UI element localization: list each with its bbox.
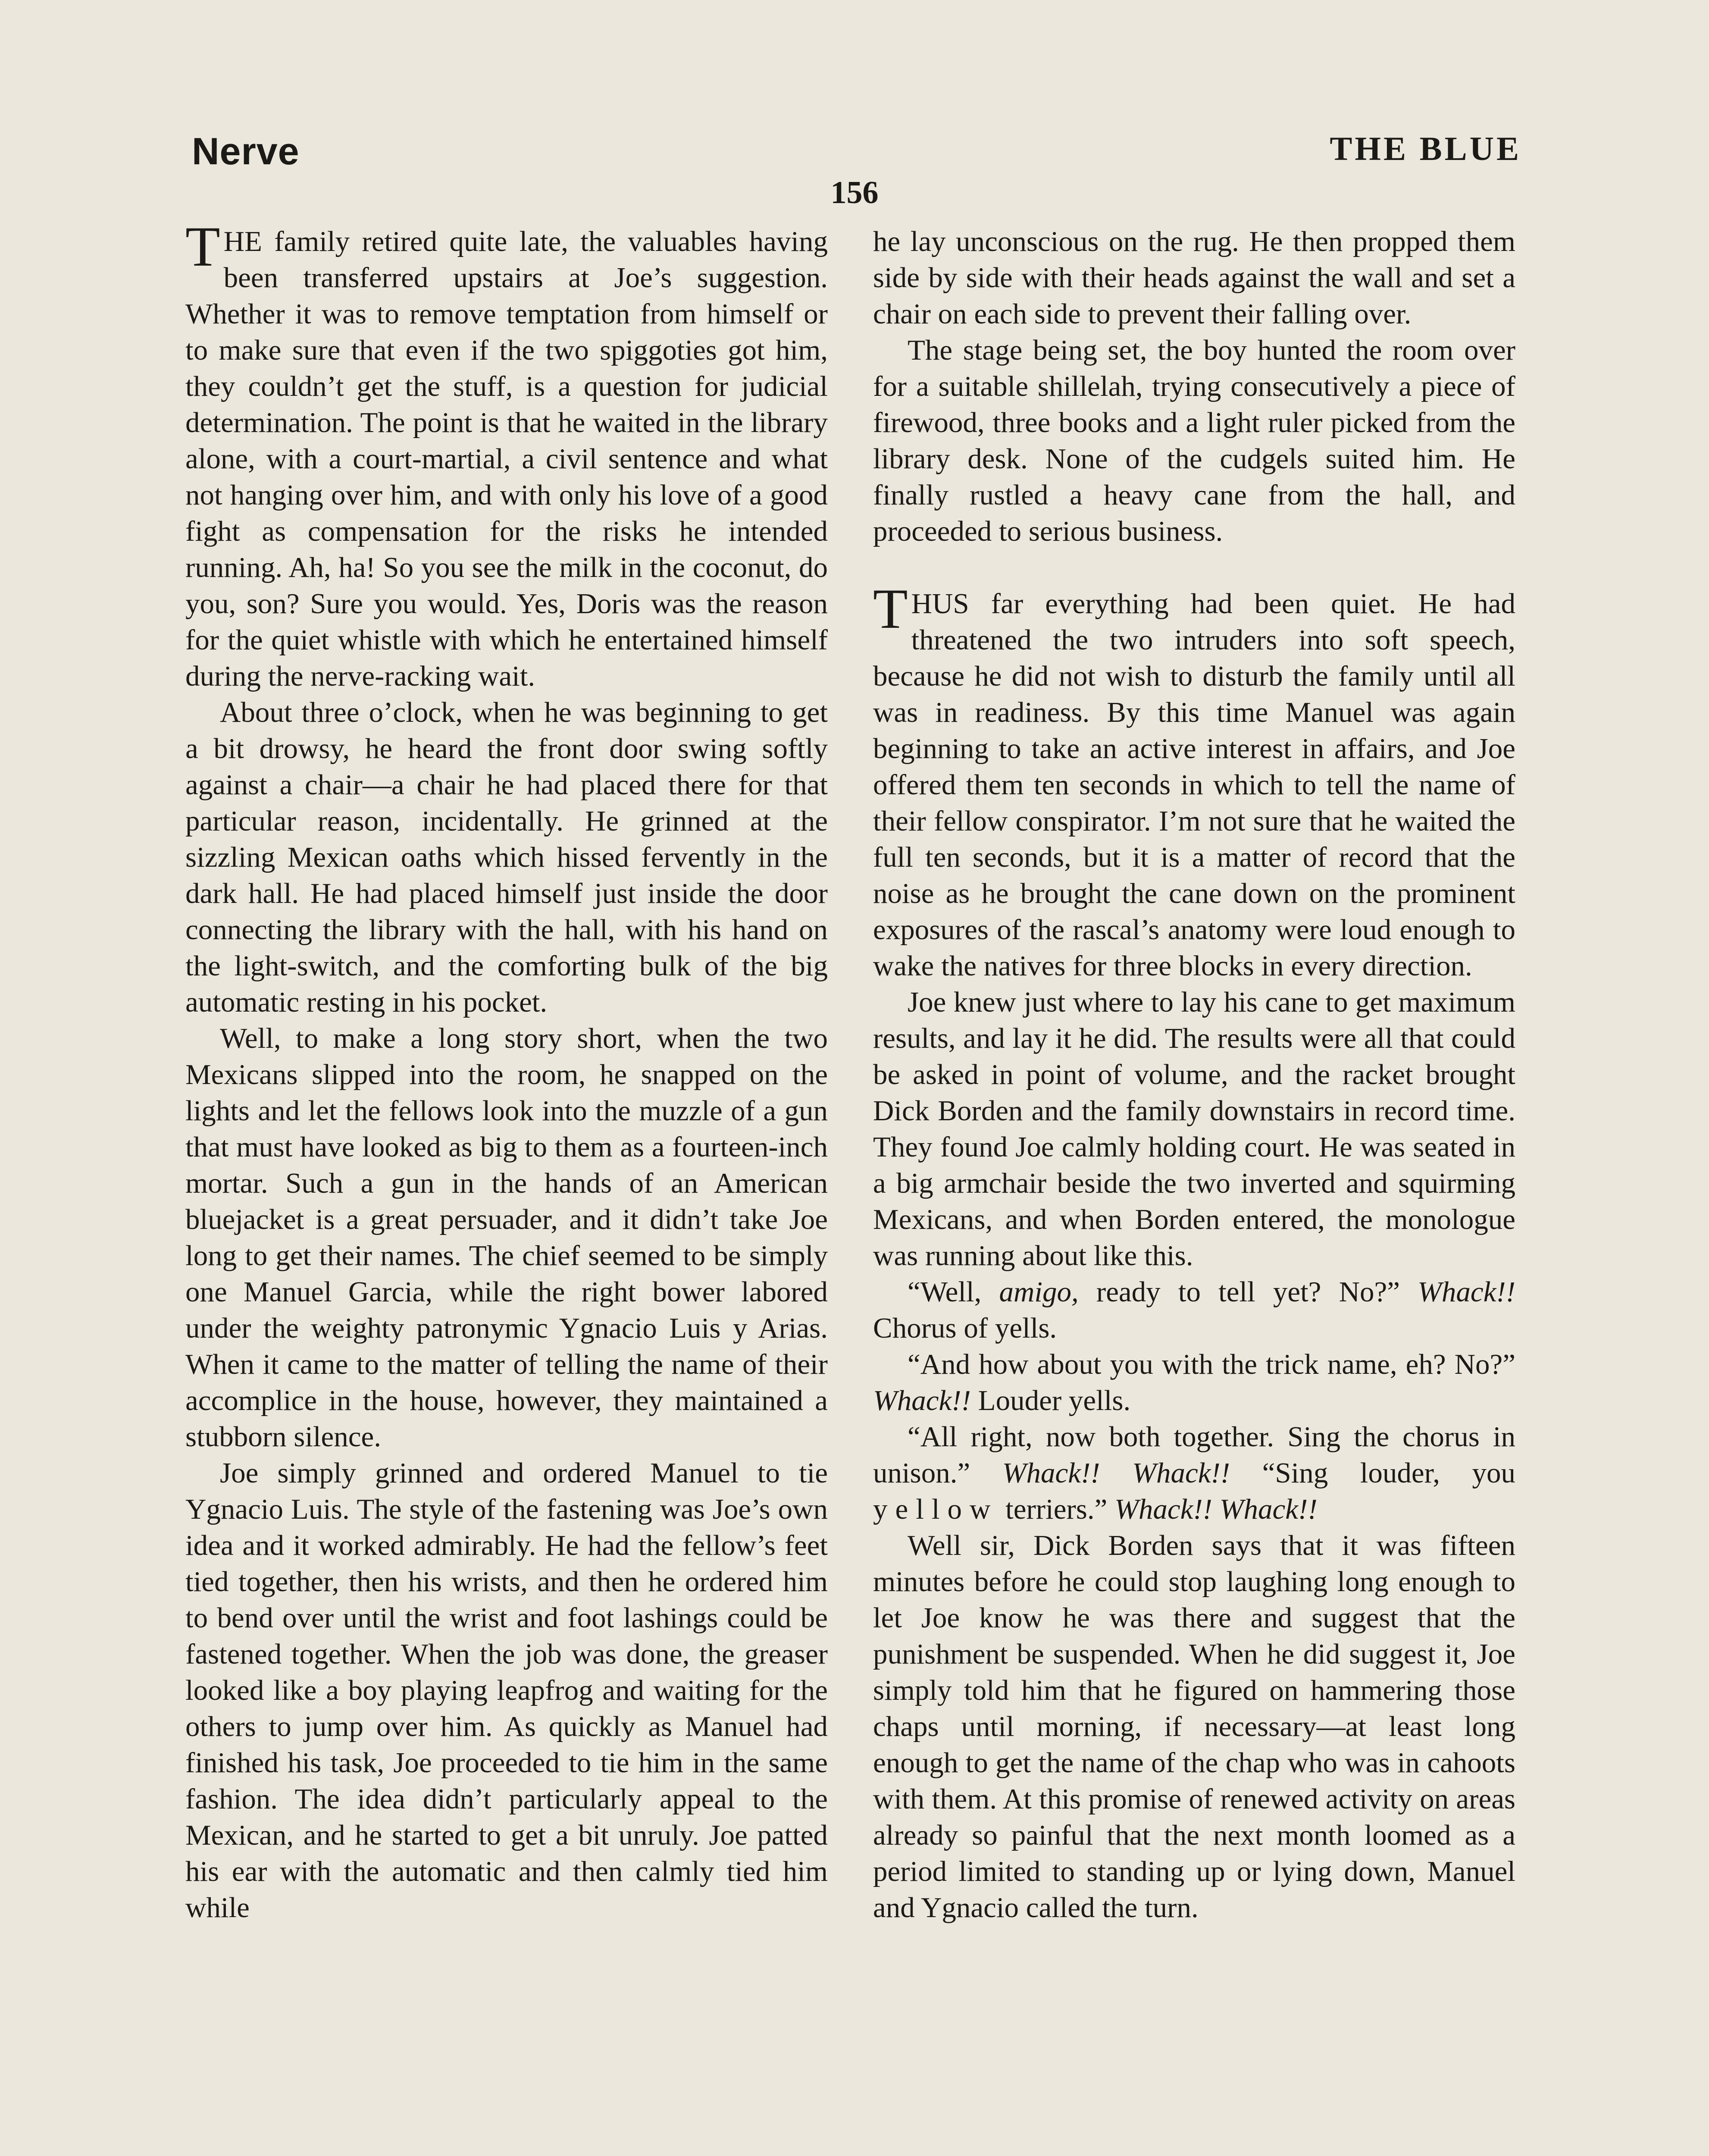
paragraph-6: Joe knew just where to lay his cane to get maximum results, and lay it he did. The results were all that could be asked in point of volume, and the racket brought Dick Borden and the family downstairs in record time. They found Joe calmly holding court. He was seated in a big armchair beside the two inverted and squirming Mexicans, and when Borden entered, the monologue was running about like this. bbox=[873, 986, 1515, 1272]
paragraph-7: Well sir, Dick Borden says that it was fifteen minutes before he could stop laughing long enough to let Joe know he was there and suggest that the punishment be suspended. When he did suggest it, Joe simply told him that he figured on hammering those chaps until morning, if necessary—at least long enough to get the name of the chap who was in cahoots with them. At this promise of renewed activity on areas already so painful that the next month loomed as a period limited to standing up or lying down, Manuel and Ygnacio called the turn. bbox=[873, 1529, 1515, 1924]
paragraph-1 bbox=[185, 215, 828, 694]
dialogue-1 bbox=[873, 1274, 1515, 1346]
paragraph-continued: he lay unconscious on the rug. He then propped them side by side with their heads against the wall and set a chair on each side to prevent their falling over. bbox=[873, 226, 1515, 330]
dialogue-text: Louder yells. bbox=[970, 1385, 1131, 1416]
sound-effect: Whack!! bbox=[1418, 1276, 1516, 1308]
paragraph-2: About three o’clock, when he was beginning to get a bit drowsy, he heard the front door swing softly against a chair—a chair he had placed there for that particular reason, incidentally. He grinned at the sizzling Mexican oaths which hissed fervently in the dark hall. He had placed himself just inside the door connecting the library with the hall, with his hand on the light-switch, and the comforting bulk of the big automatic resting in his pocket. bbox=[185, 696, 828, 1018]
dialogue-text: ready to tell yet? No?” bbox=[1078, 1276, 1418, 1308]
section-break-paragraph bbox=[873, 577, 1515, 984]
sound-effect: Whack!! Whack!! bbox=[1114, 1493, 1318, 1525]
dialogue-text: Chorus of yells. bbox=[873, 1312, 1057, 1344]
drop-cap: T bbox=[185, 215, 220, 278]
dialogue-text: terriers.” bbox=[998, 1493, 1115, 1525]
dialogue-text: “And how about you with the trick name, eh? No?” bbox=[908, 1348, 1515, 1380]
dialogue-text: “Sing louder, you bbox=[1230, 1457, 1515, 1489]
dialogue-text: “Well, bbox=[908, 1276, 999, 1308]
paragraph-text: HE family retired quite late, the valuables having been transferred upstairs at Joe’s suggestion. Whether it was to remove temptation from himself or to make sure that even if the two spiggoties got him, they couldn’t get the stuff, is a question for judicial determination. The point is that he waited in the library alone, with a court-martial, a civil sentence and what not hanging over him, and with only his love of a good fight as compensation for the risks he intended running. Ah, ha! So you see the milk in the coconut, do you, son? Sure you would. Yes, Doris was the reason for the quiet whistle with which he entertained himself during the nerve-racking wait. bbox=[185, 226, 828, 692]
story-title: Nerve bbox=[192, 130, 300, 172]
spaced-word: yellow bbox=[873, 1493, 998, 1525]
dialogue-3 bbox=[873, 1419, 1515, 1527]
paragraph-text: HUS far everything had been quiet. He had threatened the two intruders into soft speech, because he did not wish to disturb the family until all was in readiness. By this time Manuel was again beginning to take an active interest in affairs, and Joe offered them ten seconds in which to tell the name of their fellow conspirator. I’m not sure that he waited the full ten seconds, but it is a matter of record that the noise as he brought the cane down on the prominent exposures of the rascal’s anatomy were loud enough to wake the natives for three blocks in every direction. bbox=[873, 588, 1515, 982]
paragraph-3: Well, to make a long story short, when the two Mexicans slipped into the room, he snapped on the lights and let the fellows look into the muzzle of a gun that must have looked as big to them as a fourteen-inch mortar. Such a gun in the hands of an American bluejacket is a great persuader, and it didn’t take Joe long to get their names. The chief seemed to be simply one Manuel Garcia, while the right bower labored under the weighty patronymic Ygnacio Luis y Arias. When it came to the matter of telling the name of their accomplice in the house, however, they maintained a stubborn silence. bbox=[185, 1022, 828, 1453]
running-head bbox=[192, 129, 1521, 177]
drop-cap: T bbox=[873, 577, 908, 640]
sound-effect: Whack!! bbox=[873, 1385, 971, 1416]
sound-effect: Whack!! Whack!! bbox=[1002, 1457, 1230, 1489]
dialogue-text: “All right, now both together. Sing the chorus in unison.” bbox=[873, 1421, 1515, 1489]
magazine-name: THE BLUE bbox=[1330, 130, 1521, 167]
italic-word: amigo, bbox=[999, 1276, 1079, 1308]
paragraph-5: The stage being set, the boy hunted the room over for a suitable shillelah, trying consecutively a piece of firewood, three books and a light ruler picked from the library desk. None of the cudgels suited him. He finally rustled a heavy cane from the hall, and proceeded to serious business. bbox=[873, 334, 1515, 547]
dialogue-2 bbox=[873, 1346, 1515, 1419]
paragraph-4: Joe simply grinned and ordered Manuel to tie Ygnacio Luis. The style of the fastening was Joe’s own idea and it worked admirably. He had the fellow’s feet tied together, then his wrists, and then he ordered him to bend over until the wrist and foot lashings could be fastened together. When the job was done, the greaser looked like a boy playing leapfrog and waiting for the others to jump over him. As quickly as Manuel had finished his task, Joe proceeded to tie him in the same fashion. The idea didn’t particularly appeal to the Mexican, and he started to get a bit unruly. Joe patted his ear with the automatic and then calmly tied him while bbox=[185, 1457, 828, 1924]
right-column bbox=[873, 223, 1515, 1926]
page-number: 156 bbox=[830, 175, 879, 210]
left-column bbox=[185, 215, 828, 1926]
